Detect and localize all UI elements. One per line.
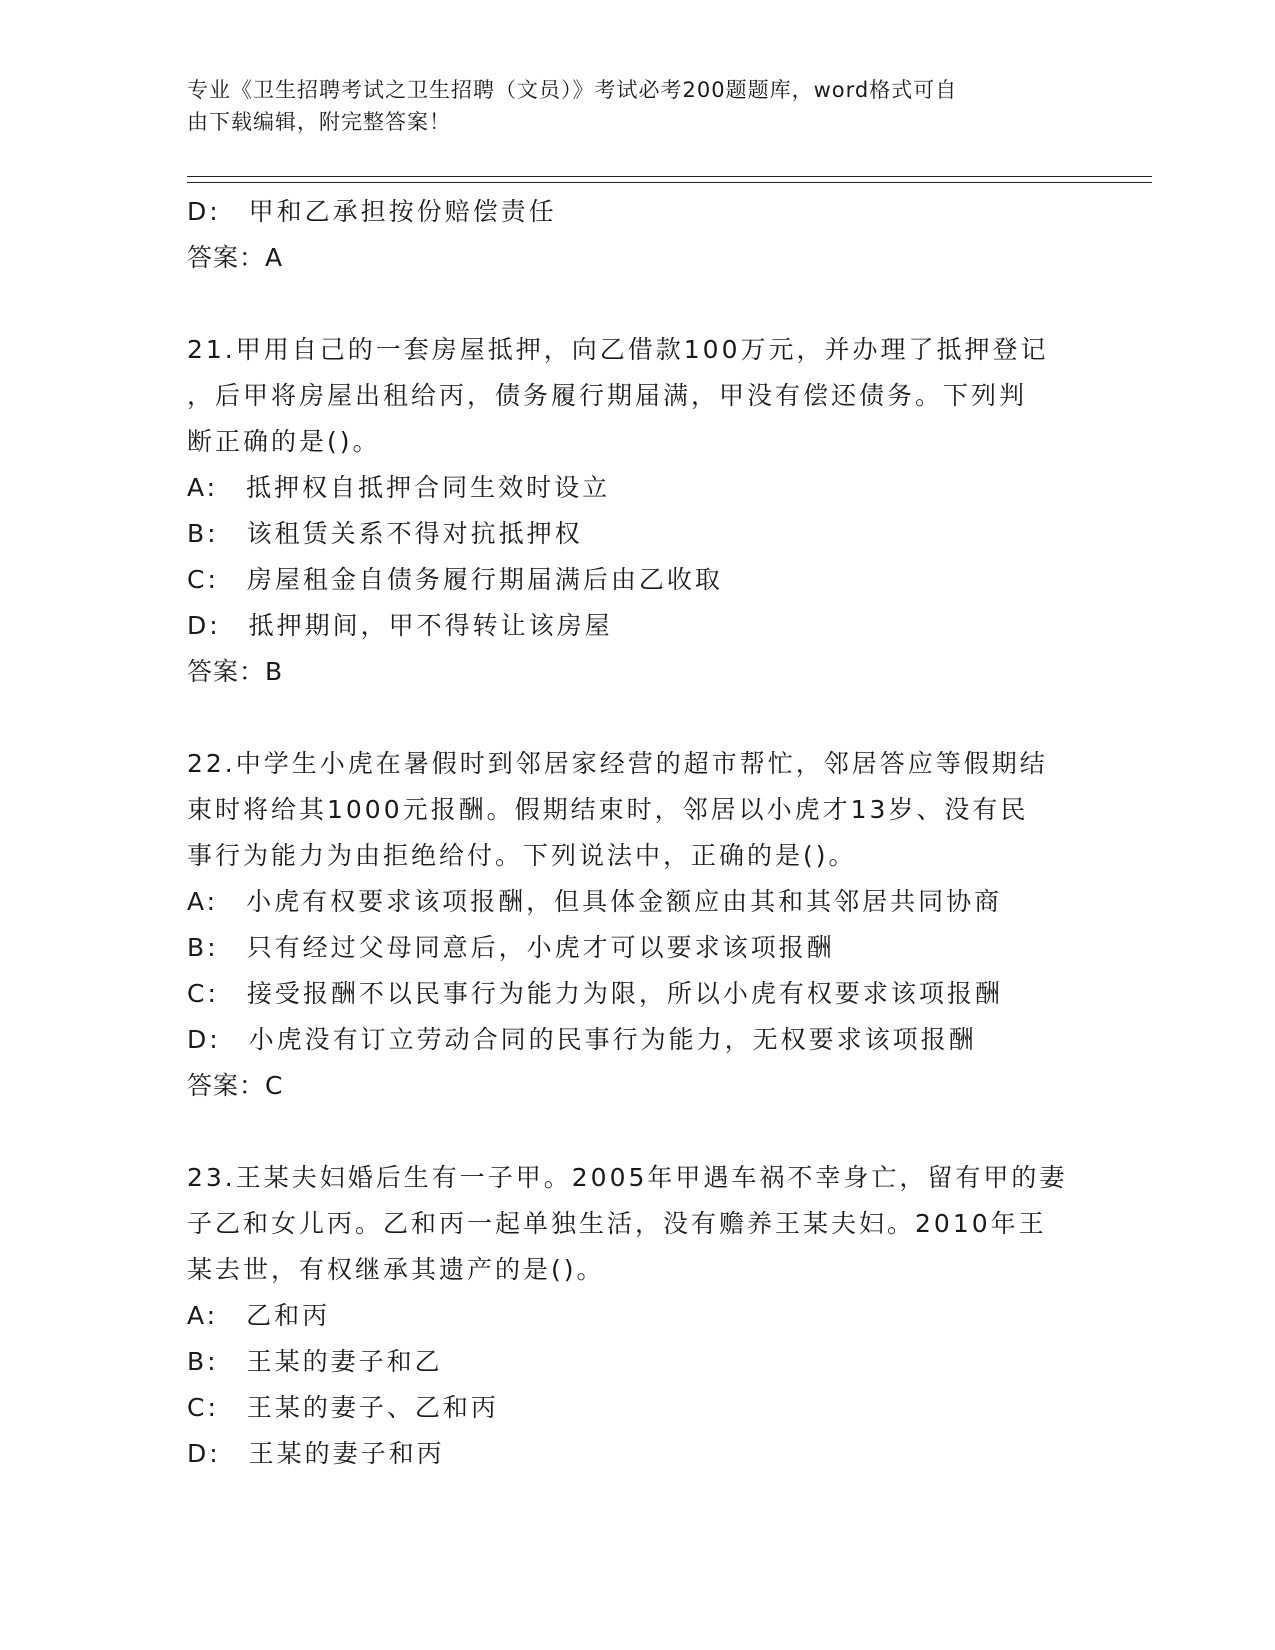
question-stem-line: 某去世，有权继承其遗产的是()。 <box>187 1255 605 1284</box>
header-divider-top <box>187 176 1152 177</box>
option-d: D: 小虎没有订立劳动合同的民事行为能力，无权要求该项报酬 <box>187 1025 977 1054</box>
question-stem-line: 事行为能力为由拒绝给付。下列说法中，正确的是()。 <box>187 841 857 870</box>
question-stem-line: 断正确的是()。 <box>187 427 381 456</box>
header-divider-bottom <box>187 182 1152 183</box>
option-b: B: 王某的妻子和乙 <box>187 1347 443 1376</box>
option-c: C: 接受报酬不以民事行为能力为限，所以小虎有权要求该项报酬 <box>187 979 1003 1008</box>
spacer <box>187 1109 1087 1155</box>
question-21 <box>187 327 1087 695</box>
spacer <box>187 281 1087 327</box>
option-a: A: 小虎有权要求该项报酬，但具体金额应由其和其邻居共同协商 <box>187 887 1003 916</box>
question-stem-line: ，后甲将房屋出租给丙，债务履行期届满，甲没有偿还债务。下列判 <box>187 381 1028 410</box>
option-c: C: 房屋租金自债务履行期届满后由乙收取 <box>187 565 723 594</box>
question-stem-line: 21.甲用自己的一套房屋抵押，向乙借款100万元，并办理了抵押登记 <box>187 335 1049 364</box>
option-c: C: 王某的妻子、乙和丙 <box>187 1393 499 1422</box>
question-stem-line: 22.中学生小虎在暑假时到邻居家经营的超市帮忙，邻居答应等假期结 <box>187 749 1048 778</box>
option-d: D: 抵押期间，甲不得转让该房屋 <box>187 611 613 640</box>
document-body <box>187 189 1087 1477</box>
option-a: A: 抵押权自抵押合同生效时设立 <box>187 473 611 502</box>
question-stem-line: 子乙和女儿丙。乙和丙一起单独生活，没有赡养王某夫妇。2010年王 <box>187 1209 1047 1238</box>
answer-line: 答案：B <box>187 657 284 686</box>
header-line-2: 由下载编辑，附完整答案！ <box>187 110 451 134</box>
question-23 <box>187 1155 1087 1477</box>
option-d: D: 王某的妻子和丙 <box>187 1439 445 1468</box>
question-stem-line: 23.王某夫妇婚后生有一子甲。2005年甲遇车祸不幸身亡，留有甲的妻 <box>187 1163 1068 1192</box>
option-d: D: 甲和乙承担按份赔偿责任 <box>187 197 557 226</box>
spacer <box>187 695 1087 741</box>
question-stem-line: 束时将给其1000元报酬。假期结束时，邻居以小虎才13岁、没有民 <box>187 795 1029 824</box>
option-b: B: 只有经过父母同意后，小虎才可以要求该项报酬 <box>187 933 835 962</box>
header-line-1: 专业《卫生招聘考试之卫生招聘（文员）》考试必考200题题库，word格式可自 <box>187 78 958 102</box>
option-b: B: 该租赁关系不得对抗抵押权 <box>187 519 583 548</box>
answer-line: 答案：C <box>187 1071 284 1100</box>
previous-question-tail <box>187 189 1087 281</box>
answer-line: 答案：A <box>187 243 284 272</box>
question-22 <box>187 741 1087 1109</box>
page-header <box>187 74 1067 138</box>
option-a: A: 乙和丙 <box>187 1301 331 1330</box>
